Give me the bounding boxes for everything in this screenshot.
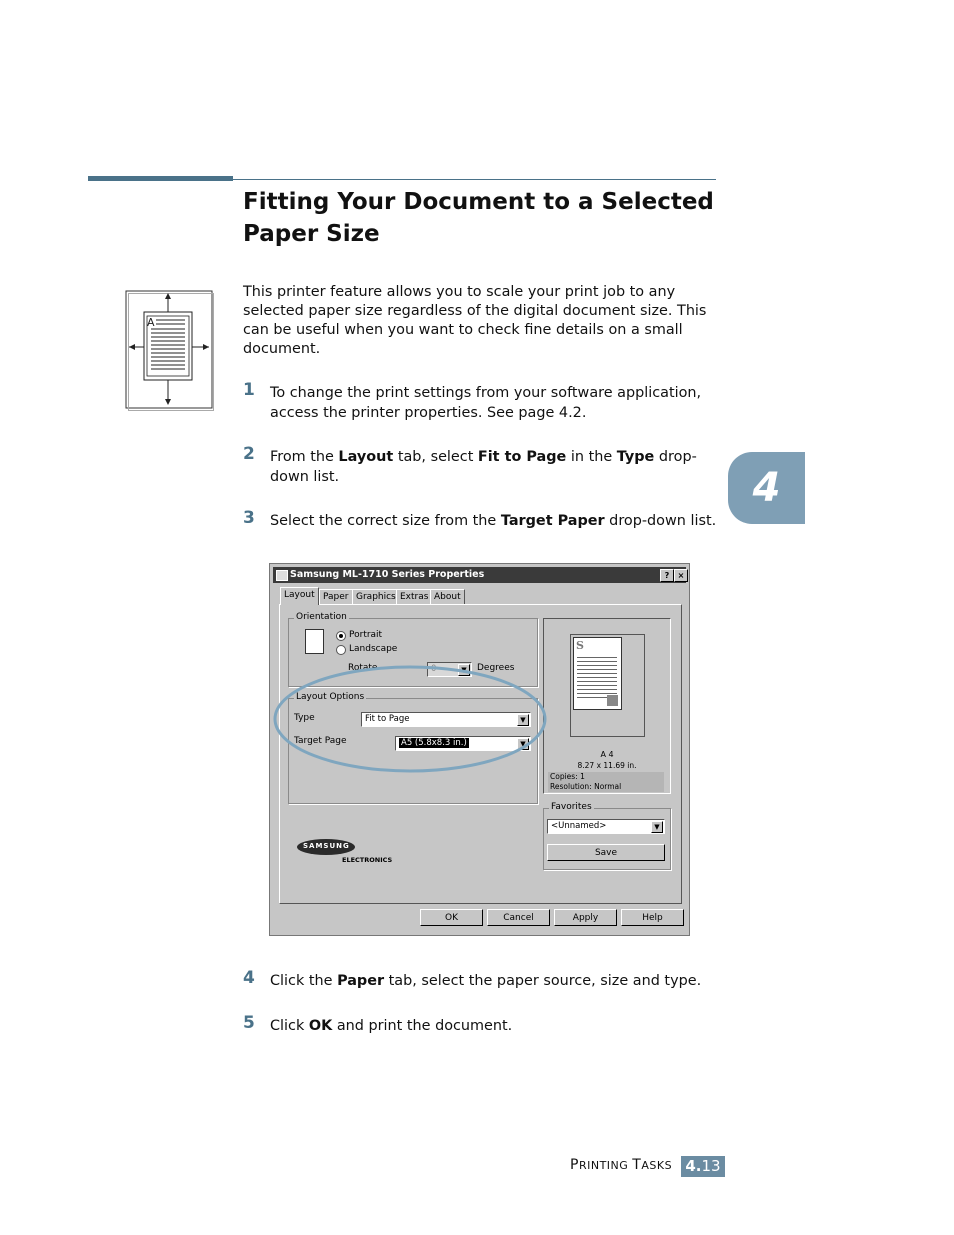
step-number: 2 [243,444,255,464]
step-text [270,1016,723,1036]
portrait-label: Portrait [349,630,383,640]
text-run: drop-down list. [270,449,697,485]
text-run: To change the print settings from your software application, access the printer properties. See page 4.2. [270,385,702,421]
text-run: and print the document. [332,1018,513,1034]
footer-section: PRINTING TASKS [570,1157,673,1173]
step-text [270,447,723,487]
fit-to-page-icon [125,290,214,411]
chapter-tab: 4 [728,452,805,524]
step-text [270,971,723,991]
text-run: Click [270,1018,309,1034]
chevron-down-icon: ▼ [458,664,470,676]
highlight-oval [270,564,691,937]
close-title-button[interactable]: × [674,569,688,582]
preview-page-size: A 4 [600,750,614,759]
tab-graphics[interactable]: Graphics [352,589,400,604]
text-run: in the [566,449,617,465]
step-text [270,383,723,423]
step-text [270,511,723,531]
icon-letter: A [147,316,155,329]
bold-term: Target Paper [500,513,605,529]
bold-term: Fit to Page [477,449,567,465]
step-number: 4 [243,968,255,988]
resolution-text: Resolution: Normal [550,782,622,791]
copies-text: Copies: 1 [550,772,585,781]
step-number: 3 [243,508,255,528]
chevron-down-icon: ▼ [651,821,663,833]
apply-button[interactable]: Apply [554,909,617,926]
step-number: 1 [243,380,255,400]
help-title-button[interactable]: ? [660,569,674,582]
degrees-label: Degrees [477,663,515,673]
favorites-value: <Unnamed> [551,821,607,831]
type-label: Type [294,713,315,723]
dialog-title: Samsung ML-1710 Series Properties [290,569,485,580]
page-title: Fitting Your Document to a Selected Paper Size [243,189,714,247]
favorites-label: Favorites [551,802,592,812]
cancel-button[interactable]: Cancel [487,909,550,926]
orientation-label: Orientation [296,612,347,622]
bold-term: OK [308,1018,333,1034]
text-run: tab, select the paper source, size and type. [384,973,702,989]
printer-properties-dialog [269,563,690,936]
page-number: 4.13 [681,1156,725,1177]
bold-term: Layout [338,449,394,465]
header-rule-thin [233,179,716,180]
bold-term: Type [616,449,655,465]
tab-extras[interactable]: Extras [396,589,432,604]
intro-paragraph: This printer feature allows you to scale your print job to any selected paper size regardless of the digital document size. This can be useful when you want to check fine details on a small document. [243,284,707,357]
target-page-value: A5 (5.8x8.3 in.) [401,738,467,748]
text-run: Click the [270,973,338,989]
landscape-label: Landscape [349,644,398,654]
save-button[interactable]: Save [547,844,665,861]
text-run: drop-down list. [604,513,717,529]
help-button[interactable]: Help [621,909,684,926]
target-page-label: Target Page [294,736,347,746]
step-number: 5 [243,1013,255,1033]
chevron-down-icon: ▼ [517,738,529,750]
text-run: From the [270,449,339,465]
chevron-down-icon: ▼ [517,714,529,726]
electronics-logo-text: ELECTRONICS [342,856,393,864]
preview-dimensions: 8.27 x 11.69 in. [577,761,637,770]
text-run: tab, select [393,449,478,465]
rotate-dropdown[interactable]: 0 ▼ [427,662,472,677]
samsung-logo-text: SAMSUNG [303,842,350,850]
layout-options-label: Layout Options [296,692,365,702]
tab-about[interactable]: About [430,589,465,604]
ok-button[interactable]: OK [420,909,483,926]
text-run: Select the correct size from the [270,513,501,529]
header-rule-thick [88,176,233,181]
bold-term: Paper [337,973,385,989]
type-value: Fit to Page [365,714,410,724]
tab-layout[interactable]: Layout [280,587,319,605]
tab-paper[interactable]: Paper [319,589,353,604]
rotate-label: Rotate [348,663,378,673]
preview-logo-icon: S [576,639,584,652]
